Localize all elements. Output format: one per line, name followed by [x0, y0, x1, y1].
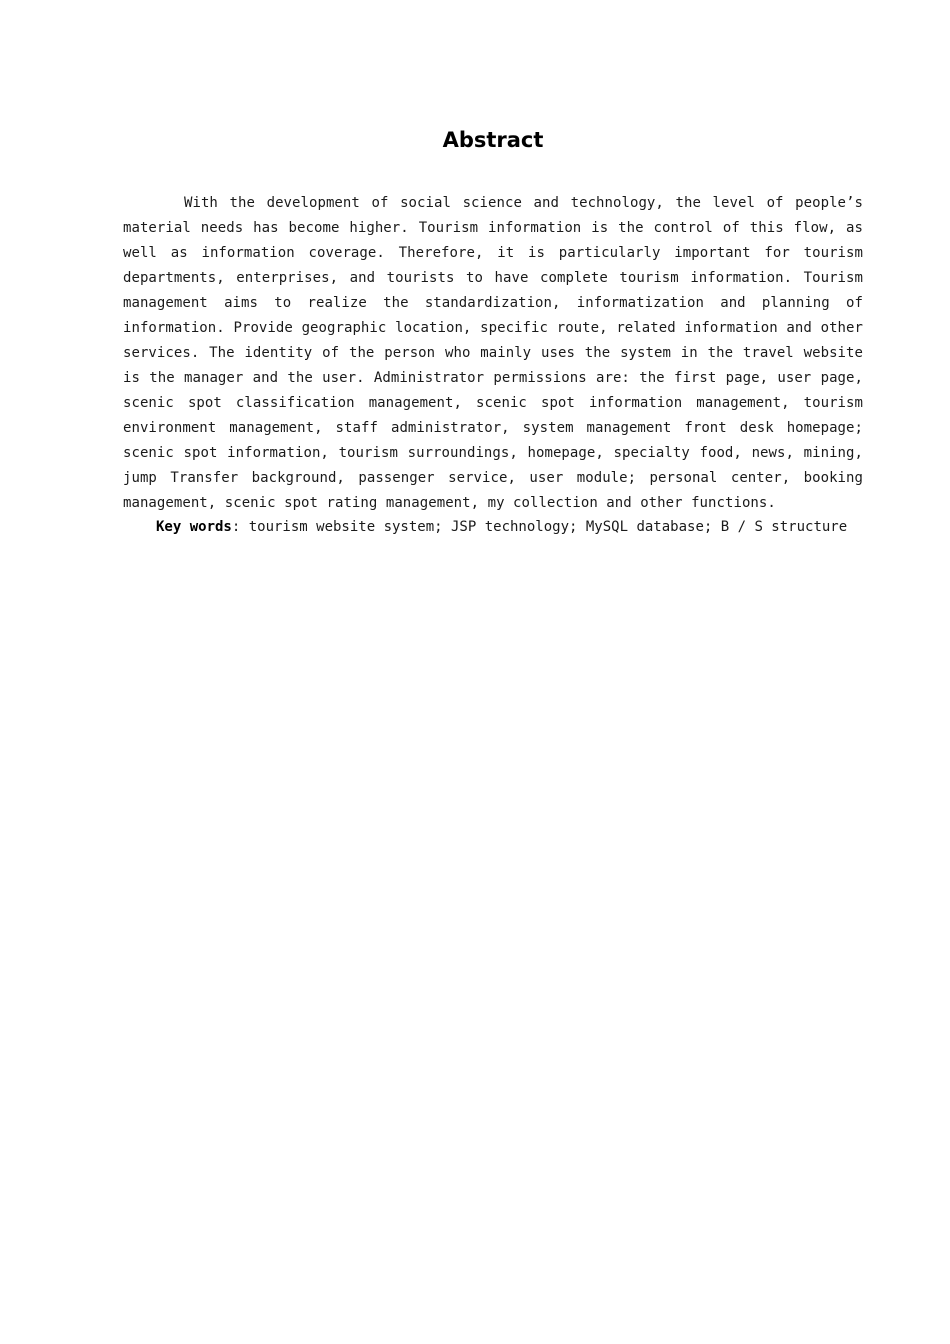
abstract-title: Abstract: [442, 128, 544, 152]
keywords-text: : tourism website system; JSP technology; MySQL database; B / S structure: [231, 519, 848, 535]
keywords-label: Key words: [156, 519, 232, 535]
keywords-line: [156, 515, 876, 540]
abstract-paragraph: With the development of social science and technology, the level of people’s material needs has become higher. Tourism information is the control of this flow, as well as information coverage. Therefore, it is particularly important for tourism departments, enterprises, and tourists to have complete tourism information. Tourism management aims to realize the standardization, informatization and planning of information. Provide geographic location, specific route, related information and other services. The identity of the person who mainly uses the system in the travel website is the manager and the user. Administrator permissions are: the first page, user page, scenic spot classification management, scenic spot information management, tourism environment management, staff administrator, system management front desk homepage; scenic spot information, tourism surroundings, homepage, specialty food, news, mining, jump Transfer background, passenger service, user module; personal center, booking management, scenic spot rating management, my collection and other functions.: [123, 195, 863, 511]
